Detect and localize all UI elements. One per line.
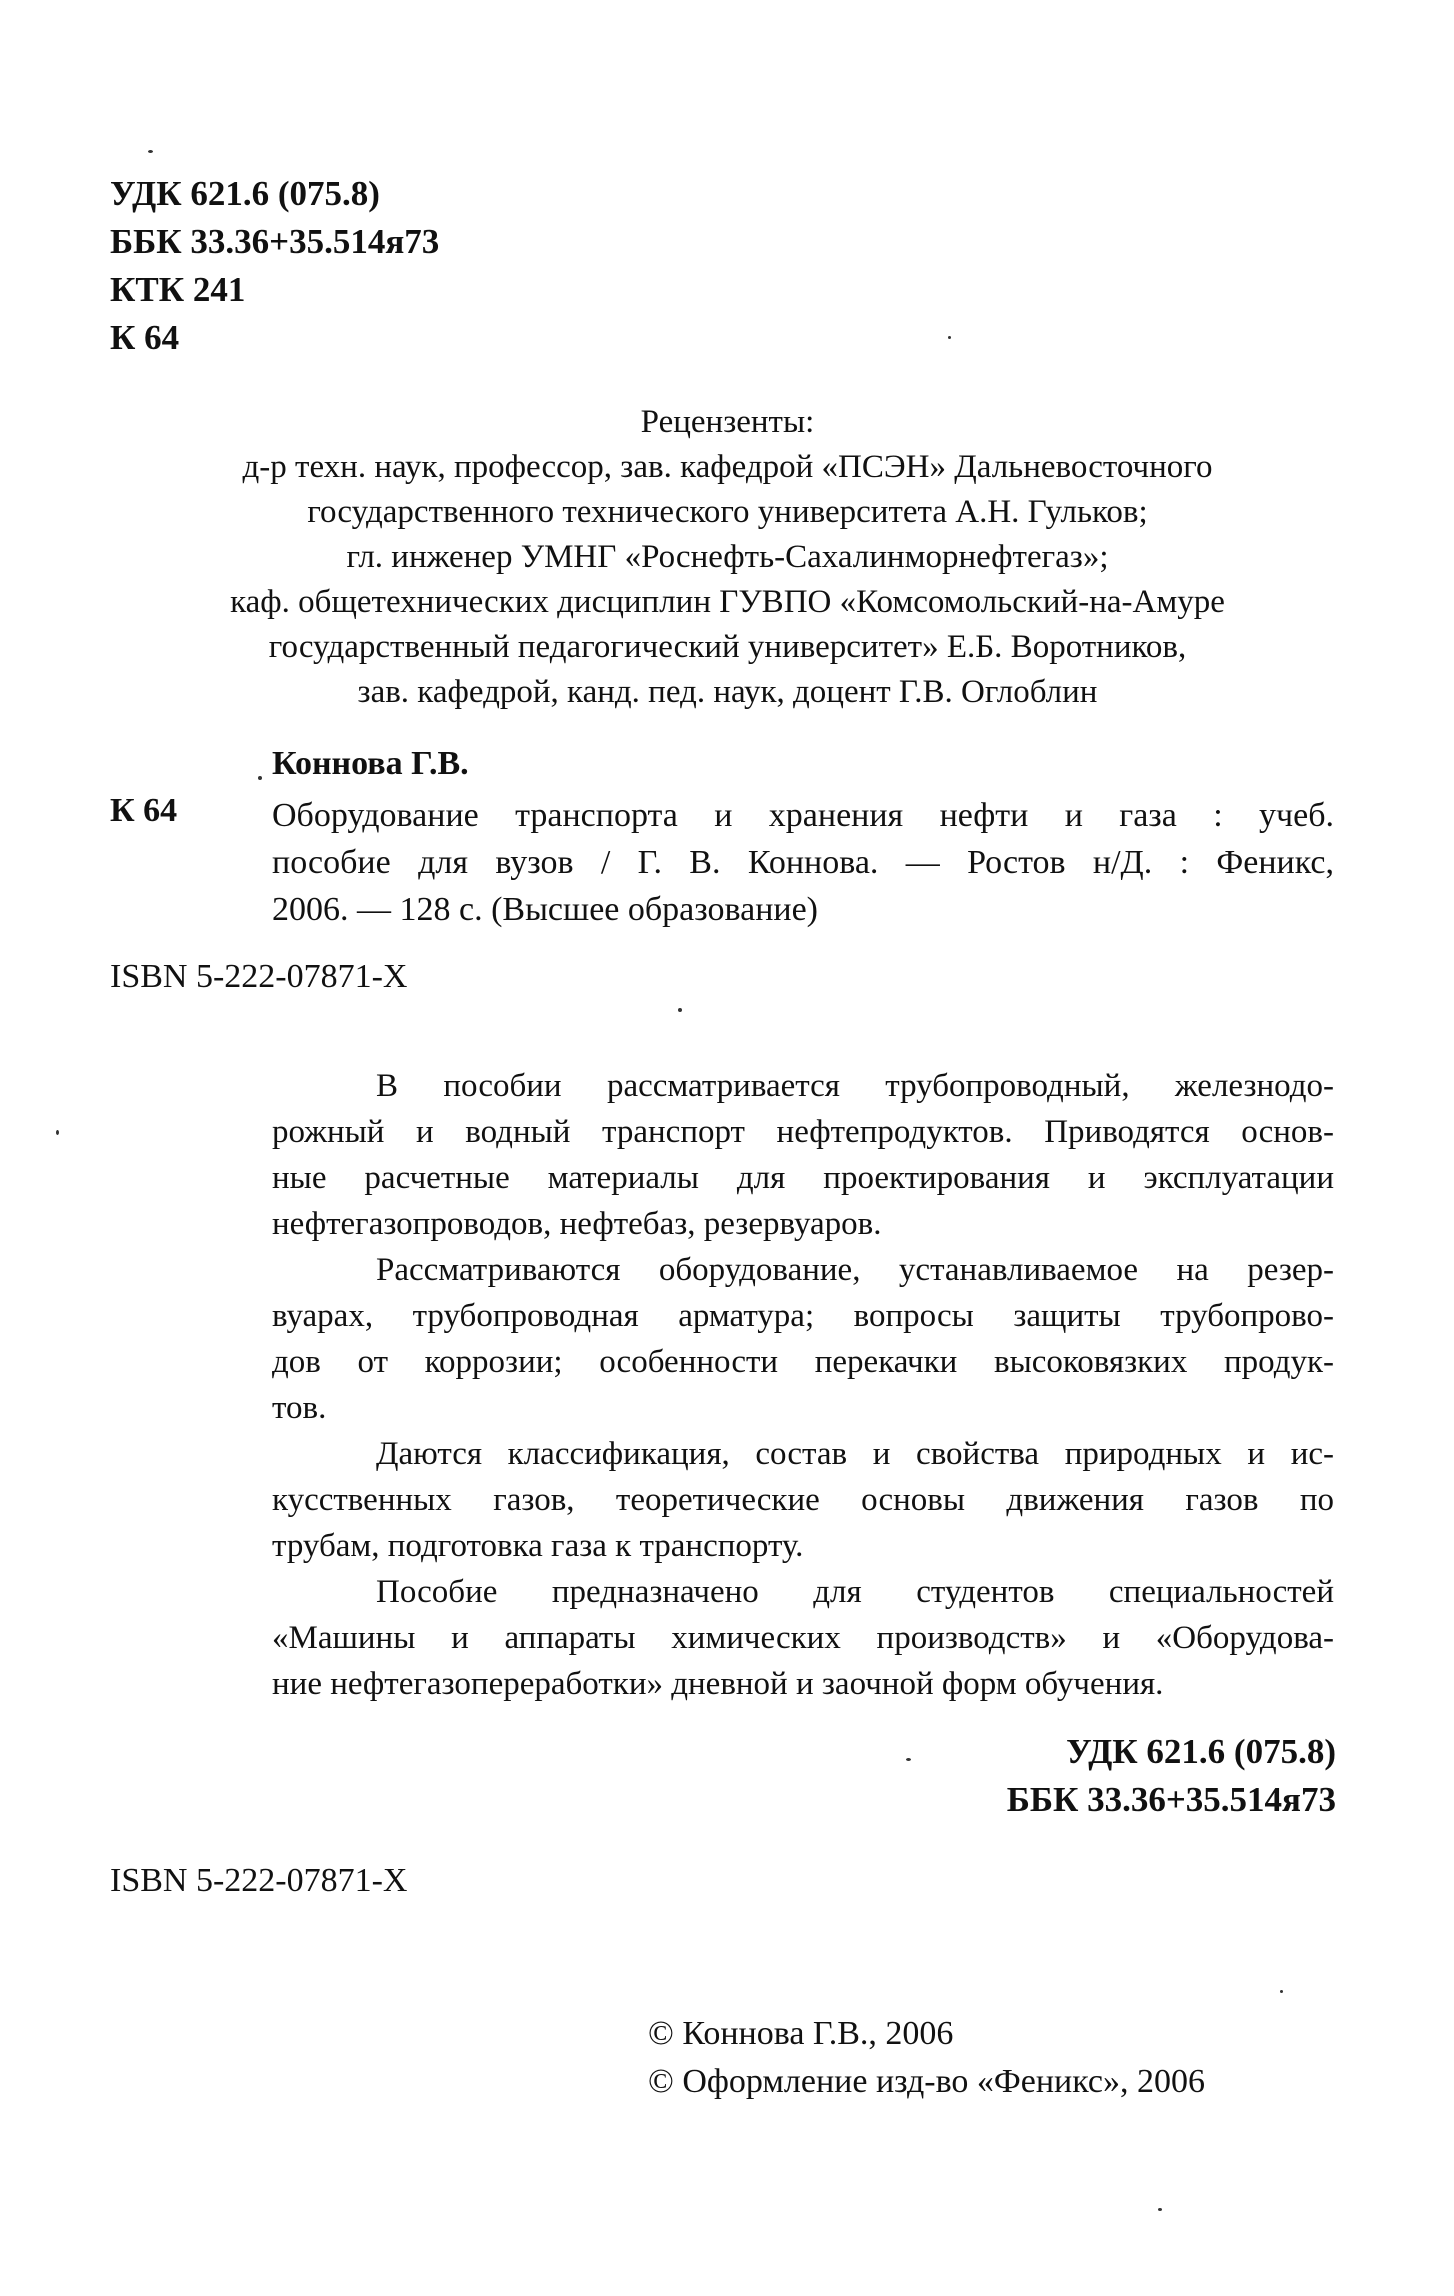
copyright-block bbox=[648, 2010, 1205, 2106]
copyright-author: © Коннова Г.В., 2006 bbox=[648, 2015, 954, 2052]
abstract-line: вуарах, трубопроводная арматура; вопросы защиты трубопрово- bbox=[272, 1298, 1334, 1334]
abstract-line: ные расчетные материалы для проектирования и эксплуатации bbox=[272, 1160, 1334, 1196]
scan-speck bbox=[948, 336, 951, 339]
udk-code-bottom: УДК 621.6 (075.8) bbox=[1066, 1732, 1336, 1771]
bibliography-line: пособие для вузов / Г. В. Коннова. — Ростов н/Д. : Феникс, bbox=[272, 844, 1334, 881]
abstract-line: Пособие предназначено для студентов специальностей bbox=[376, 1574, 1334, 1610]
scan-speck bbox=[906, 1758, 911, 1761]
abstract-line: Даются классификация, состав и свойства природных и ис- bbox=[376, 1436, 1334, 1472]
bbk-code: ББК 33.36+35.514я73 bbox=[110, 222, 440, 261]
abstract-line: кусственных газов, теоретические основы движения газов по bbox=[272, 1482, 1334, 1518]
bibliography-line: Оборудование транспорта и хранения нефти и газа : учеб. bbox=[272, 797, 1334, 834]
abstract-line: тов. bbox=[272, 1390, 327, 1426]
reviewer-line: каф. общетехнических дисциплин ГУВПО «Комсомольский-на-Амуре bbox=[230, 584, 1225, 620]
abstract-line: дов от коррозии; особенности перекачки высоковязких продук- bbox=[272, 1344, 1334, 1380]
abstract bbox=[272, 1063, 1334, 1707]
book-author: Коннова Г.В. bbox=[272, 745, 469, 782]
scan-speck bbox=[148, 150, 153, 153]
scan-speck bbox=[1280, 1990, 1283, 1993]
scan-speck bbox=[678, 1008, 682, 1012]
abstract-paragraph bbox=[272, 1063, 1334, 1247]
scan-speck bbox=[56, 1130, 59, 1135]
classification-codes-top bbox=[110, 170, 439, 362]
ktk-code: КТК 241 bbox=[110, 270, 246, 309]
udk-code: УДК 621.6 (075.8) bbox=[110, 174, 380, 213]
abstract-line: Рассматриваются оборудование, устанавливаемое на резер- bbox=[376, 1252, 1334, 1288]
author-mark-code: К 64 bbox=[110, 318, 180, 357]
bibliography-line: 2006. — 128 с. (Высшее образование) bbox=[272, 891, 819, 928]
reviewers-heading: Рецензенты: bbox=[640, 404, 815, 440]
isbn-top: ISBN 5-222-07871-X bbox=[110, 958, 408, 995]
reviewer-line: д-р техн. наук, профессор, зав. кафедрой «ПСЭН» Дальневосточного bbox=[242, 449, 1213, 485]
abstract-line: ние нефтегазопереработки» дневной и заочной форм обучения. bbox=[272, 1666, 1164, 1702]
scan-speck bbox=[1158, 2208, 1162, 2211]
reviewer-line: гл. инженер УМНГ «Роснефть-Сахалинморнефтегаз»; bbox=[346, 539, 1109, 575]
isbn-bottom: ISBN 5-222-07871-X bbox=[110, 1862, 408, 1899]
abstract-paragraph bbox=[272, 1569, 1334, 1707]
abstract-line: трубам, подготовка газа к транспорту. bbox=[272, 1528, 804, 1564]
classification-codes-bottom bbox=[1007, 1728, 1336, 1824]
reviewers-block bbox=[140, 400, 1315, 715]
abstract-line: «Машины и аппараты химических производств» и «Оборудова- bbox=[272, 1620, 1334, 1656]
abstract-paragraph bbox=[272, 1431, 1334, 1569]
reviewer-line: зав. кафедрой, канд. пед. наук, доцент Г.В. Оглоблин bbox=[357, 674, 1098, 710]
reviewer-line: государственный педагогический университет» Е.Б. Воротников, bbox=[268, 629, 1187, 665]
scan-speck bbox=[258, 776, 262, 780]
abstract-line: нефтегазопроводов, нефтебаз, резервуаров. bbox=[272, 1206, 882, 1242]
abstract-paragraph bbox=[272, 1247, 1334, 1431]
bibliography-code: К 64 bbox=[110, 792, 178, 829]
abstract-line: В пособии рассматривается трубопроводный, железнодо- bbox=[376, 1068, 1334, 1104]
reviewer-line: государственного технического университета А.Н. Гульков; bbox=[307, 494, 1148, 530]
copyright-design: © Оформление изд-во «Феникс», 2006 bbox=[648, 2063, 1206, 2100]
bibliographic-description bbox=[272, 792, 1334, 933]
abstract-line: рожный и водный транспорт нефтепродуктов. Приводятся основ- bbox=[272, 1114, 1334, 1150]
bbk-code-bottom: ББК 33.36+35.514я73 bbox=[1006, 1780, 1336, 1819]
